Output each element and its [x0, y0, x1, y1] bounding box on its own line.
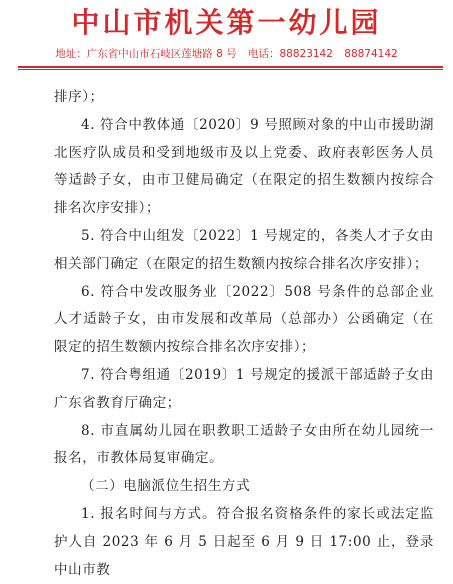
phone-number-2: 88874142 — [344, 48, 398, 60]
org-title: 中山市机关第一幼儿园 — [71, 6, 382, 39]
address-text: 地址：广东省中山市石岐区莲塘路 8 号 — [55, 48, 237, 60]
paragraph-item-4: 4. 符合中教体通〔2020〕9 号照顾对象的中山市援助湖北医疗队成员和受到地级市及以上党委、政府表彰医务人员等适龄子女，由市卫健局确定（在限定的招生数额内按综合排名次序安排）； — [54, 116, 434, 217]
phone-number-1: 88823142 — [279, 48, 333, 60]
paragraph-registration: 1. 报名时间与方式。符合报名资格条件的家长或法定监护人自 2023 年 6 月 5 日起至 6 月 9 日 17:00 止，登录中山市教 — [54, 505, 434, 578]
document-body — [54, 84, 434, 584]
letterhead-rule — [18, 66, 443, 68]
paragraph-item-8: 8. 市直属幼儿园在职教职工适龄子女由所在幼儿园统一报名，市教体局复审确定。 — [54, 422, 434, 467]
paragraph-item-7: 7. 符合粤组通〔2019〕1 号规定的援派干部适龄子女由广东省教育厅确定； — [54, 366, 434, 411]
paragraph-item-5: 5. 符合中山组发〔2022〕1 号规定的，各类人才子女由相关部门确定（在限定的招生数额内按综合排名次序安排）； — [54, 227, 434, 272]
phone-label: 电话： — [247, 48, 280, 60]
paragraph-item-6: 6. 符合中发改服务业〔2022〕508 号条件的总部企业人才适龄子女，由市发展和改革局（总部办）公函确定（在限定的招生数额内按综合排名次序安排）； — [54, 283, 434, 356]
paragraph-continuation: 排序）； — [54, 89, 104, 105]
section-heading: （二）电脑派位生招生方式 — [81, 478, 251, 495]
letterhead — [0, 0, 453, 72]
contact-line — [0, 47, 453, 61]
letterhead-rule-thin — [18, 69, 443, 70]
